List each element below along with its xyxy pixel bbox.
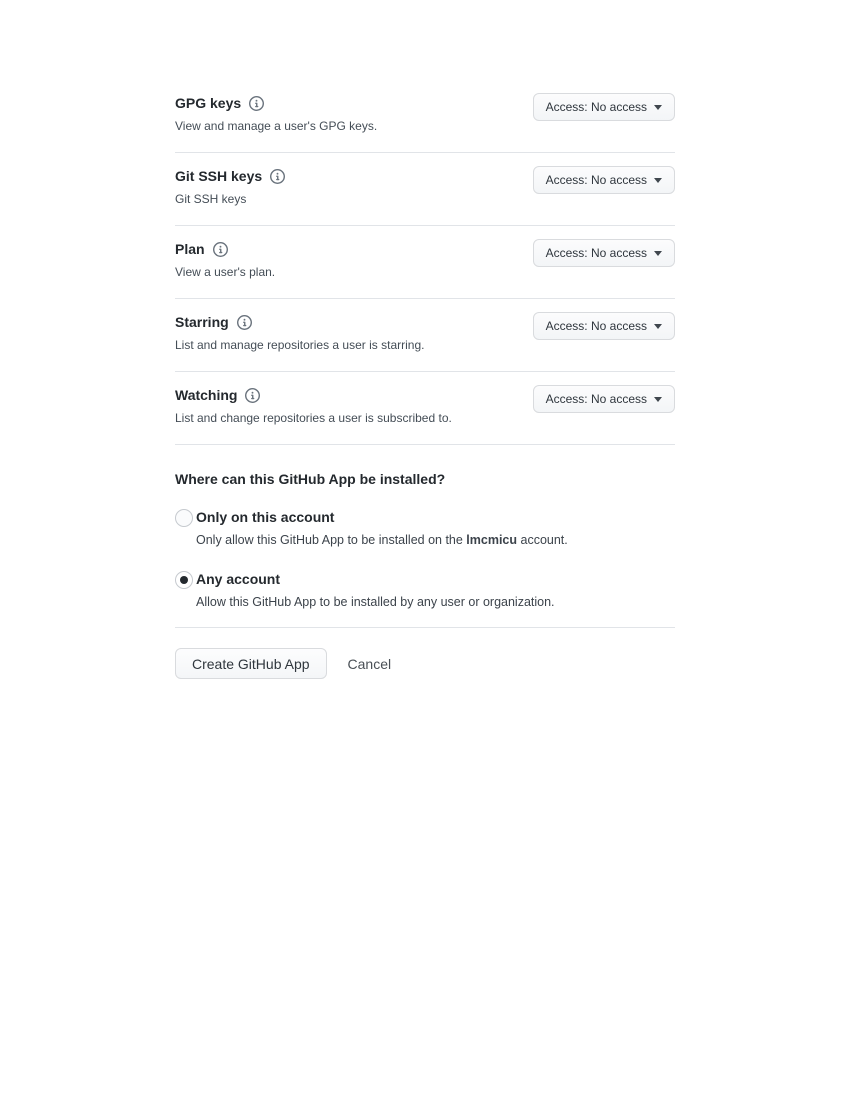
radio-input-any-account[interactable] [175, 571, 193, 589]
install-option-any-account [175, 570, 675, 611]
access-dropdown-watching[interactable] [533, 385, 675, 413]
info-icon[interactable] [237, 315, 252, 330]
access-dropdown-gpg-keys[interactable] [533, 93, 675, 121]
radio-label[interactable]: Any account [196, 571, 281, 587]
access-dropdown-plan[interactable] [533, 239, 675, 267]
github-app-form [175, 80, 675, 679]
radio-label[interactable]: Only on this account [196, 509, 335, 525]
caret-down-icon [654, 397, 662, 402]
permission-description: View and manage a user's GPG keys. [175, 119, 378, 133]
info-icon[interactable] [245, 388, 260, 403]
permission-title: GPG keys [175, 95, 242, 111]
radio-description-suffix: account. [517, 533, 568, 547]
permission-description: Git SSH keys [175, 192, 247, 206]
permission-title: Git SSH keys [175, 168, 263, 184]
permission-title: Plan [175, 241, 205, 257]
radio-description: Allow this GitHub App to be installed by any user or organization. [196, 595, 555, 609]
radio-input-only-this-account[interactable] [175, 509, 193, 527]
caret-down-icon [654, 324, 662, 329]
access-dropdown-label: Access: No access [545, 100, 647, 114]
permission-row-gpg-keys [175, 80, 675, 153]
caret-down-icon [654, 178, 662, 183]
permission-row-watching [175, 372, 675, 445]
access-dropdown-label: Access: No access [545, 392, 647, 406]
access-dropdown-starring[interactable] [533, 312, 675, 340]
permission-title: Starring [175, 314, 229, 330]
permission-row-starring [175, 299, 675, 372]
caret-down-icon [654, 105, 662, 110]
separator [175, 627, 675, 628]
access-dropdown-git-ssh-keys[interactable] [533, 166, 675, 194]
radio-description [196, 531, 675, 549]
cancel-button[interactable]: Cancel [347, 655, 392, 672]
permission-description: View a user's plan. [175, 265, 276, 279]
info-icon[interactable] [249, 96, 264, 111]
account-name: lmcmicu [466, 533, 518, 547]
info-icon[interactable] [270, 169, 285, 184]
access-dropdown-label: Access: No access [545, 246, 647, 260]
install-option-only-this-account [175, 508, 675, 549]
permission-title: Watching [175, 387, 238, 403]
permission-description: List and change repositories a user is subscribed to. [175, 411, 452, 425]
permission-row-git-ssh-keys [175, 153, 675, 226]
install-target-heading: Where can this GitHub App be installed? [175, 471, 446, 487]
radio-description-prefix: Only allow this GitHub App to be installed on the [196, 533, 467, 547]
permission-row-plan [175, 226, 675, 299]
caret-down-icon [654, 251, 662, 256]
permission-description: List and manage repositories a user is starring. [175, 338, 425, 352]
access-dropdown-label: Access: No access [545, 319, 647, 333]
form-actions [175, 648, 675, 679]
info-icon[interactable] [213, 242, 228, 257]
access-dropdown-label: Access: No access [545, 173, 647, 187]
create-github-app-button[interactable]: Create GitHub App [175, 648, 327, 679]
